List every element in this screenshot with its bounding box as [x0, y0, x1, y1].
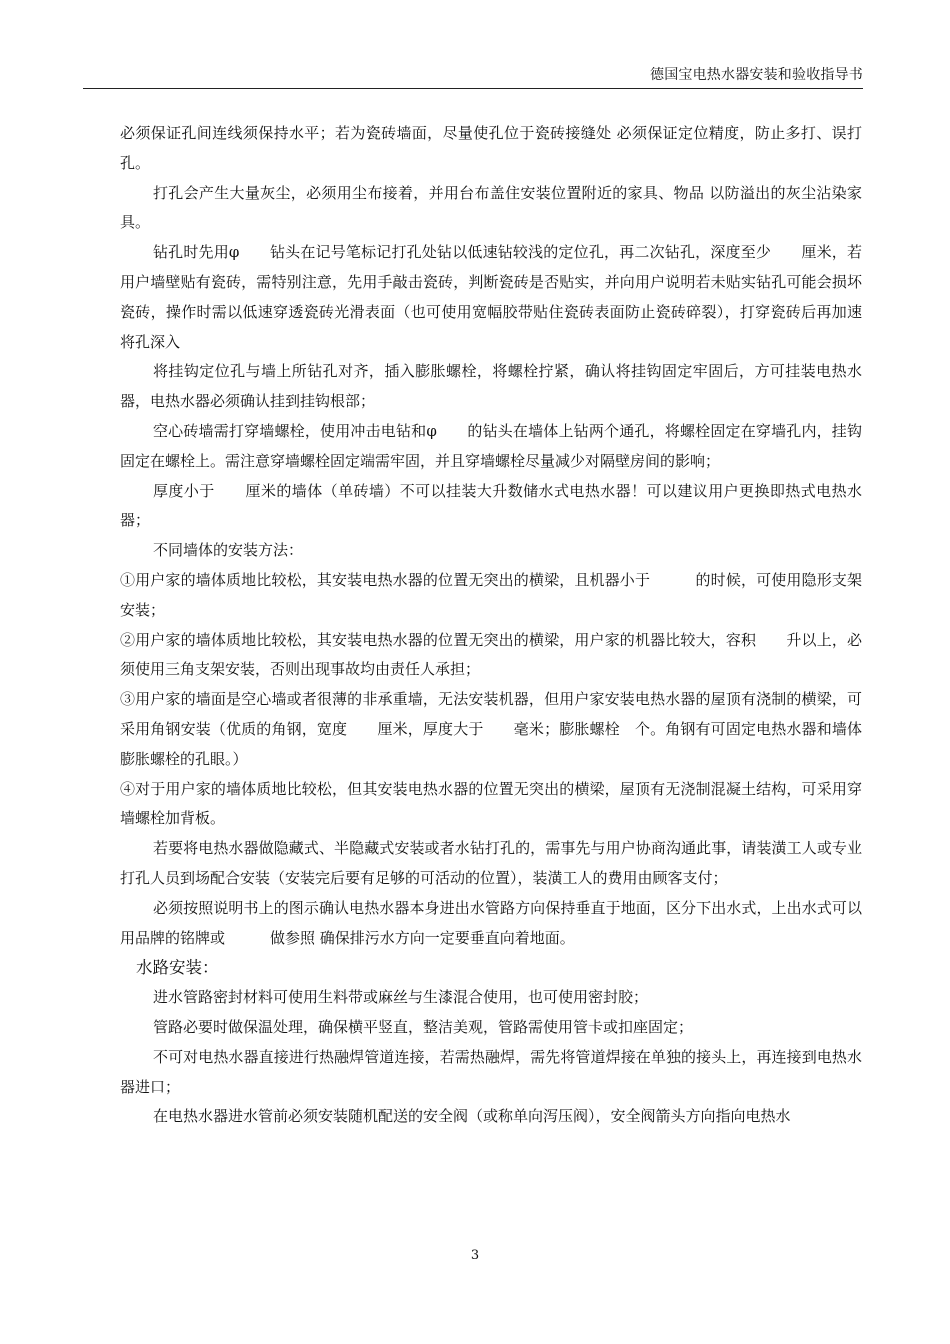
paragraph-7: 不同墙体的安装方法：	[153, 541, 304, 560]
list-item-3: ③用户家的墙面是空心墙或者很薄的非承重墙，无法安装机器，但用户家安装电热水器的屋顶有浇制的横梁，可采用角钢安装（优质的角钢，宽度 厘米，厚度大于 毫米；膨胀螺栓 个。角钢有可固定电热水器和墙体膨胀螺栓的孔眼。）	[120, 690, 862, 768]
page-number: 3	[470, 1248, 480, 1263]
running-header: 德国宝电热水器安装和验收指导书	[650, 67, 863, 83]
paragraph-11: 管路必要时做保温处理，确保横平竖直，整洁美观，管路需使用管卡或扣座固定；	[153, 1017, 694, 1036]
paragraph-13: 在电热水器进水管前必须安装随机配送的安全阀（或称单向泻压阀），安全阀箭头方向指向电热水	[153, 1107, 791, 1126]
paragraph-2: 打孔会产生大量灰尘，必须用尘布接着，并用台布盖住安装位置附近的家具、物品 以防溢出的灰尘沾染家具。	[120, 183, 862, 232]
document-body	[120, 119, 862, 1132]
header-divider	[83, 88, 863, 89]
paragraph-6: 厚度小于 厘米的墙体（单砖墙）不可以挂装大升数储水式电热水器！可以建议用户更换即热式电热水器；	[120, 481, 862, 530]
paragraph-9: 必须按照说明书上的图示确认电热水器本身进出水管路方向保持垂直于地面，区分下出水式，上出水式可以用品牌的铭牌或 做参照 确保排污水方向一定要垂直向着地面。	[120, 898, 862, 947]
paragraph-12: 不可对电热水器直接进行热融焊管道连接，若需热融焊，需先将管道焊接在单独的接头上，再连接到电热水器进口；	[120, 1047, 862, 1096]
list-item-1: ①用户家的墙体质地比较松，其安装电热水器的位置无突出的横梁，且机器小于 的时候，可使用隐形支架安装；	[120, 570, 862, 619]
paragraph-4: 将挂钩定位孔与墙上所钻孔对齐，插入膨胀螺栓，将螺栓拧紧，确认将挂钩固定牢固后，方可挂装电热水器，电热水器必须确认挂到挂钩根部；	[120, 362, 862, 411]
paragraph-8: 若要将电热水器做隐藏式、半隐藏式安装或者水钻打孔的，需事先与用户协商沟通此事，请装潢工人或专业打孔人员到场配合安装（安装完后要有足够的可活动的位置），装潢工人的费用由顾客支付；	[120, 839, 862, 887]
paragraph-3: 钻孔时先用φ 钻头在记号笔标记打孔处钻以低速钻较浅的定位孔，再二次钻孔，深度至少 厘米，若用户墙壁贴有瓷砖，需特别注意，先用手敲击瓷砖，判断瓷砖是否贴实，并向用户说明若未贴实钻孔可能会损坏瓷砖，操作时需以低速穿透瓷砖光滑表面（也可使用宽幅胶带贴住瓷砖表面防止瓷砖碎裂），打穿瓷砖后再加速将孔深入	[120, 243, 862, 351]
section-heading: 水路安装：	[136, 958, 219, 978]
paragraph-1: 必须保证孔间连线须保持水平；若为瓷砖墙面，尽量使孔位于瓷砖接缝处 必须保证定位精度，防止多打、误打孔。	[120, 124, 862, 172]
paragraph-5: 空心砖墙需打穿墙螺栓，使用冲击电钻和φ 的钻头在墙体上钻两个通孔，将螺栓固定在穿墙孔内，挂钩固定在螺栓上。需注意穿墙螺栓固定端需牢固，并且穿墙螺栓尽量减少对隔壁房间的影响；	[120, 421, 862, 470]
list-item-4: ④对于用户家的墙体质地比较松，但其安装电热水器的位置无突出的横梁，屋顶有无浇制混凝土结构，可采用穿墙螺栓加背板。	[120, 779, 862, 828]
list-item-2: ②用户家的墙体质地比较松，其安装电热水器的位置无突出的横梁，用户家的机器比较大，容积 升以上，必须使用三角支架安装，否则出现事故均由责任人承担；	[120, 630, 862, 679]
paragraph-10: 进水管路密封材料可使用生料带或麻丝与生漆混合使用，也可使用密封胶；	[153, 988, 649, 1007]
